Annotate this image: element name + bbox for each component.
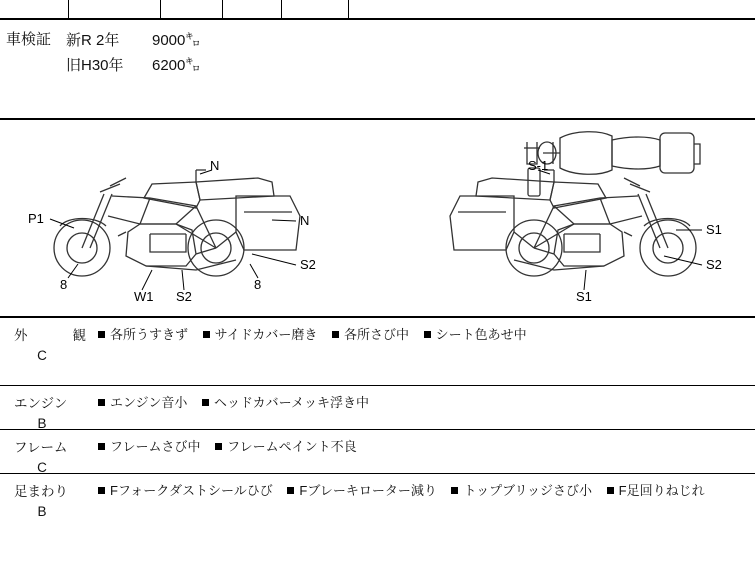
square-bullet-icon [203, 331, 210, 338]
table-divider [68, 0, 69, 20]
condition-item-text: トップブリッジさび小 [463, 483, 593, 498]
shaken-label: 車検証 [6, 31, 52, 48]
diagram-mark: S1 [706, 222, 722, 237]
condition-grade: C [37, 460, 47, 475]
condition-items-frame [98, 436, 368, 455]
square-bullet-icon [287, 487, 294, 494]
condition-item [215, 439, 356, 454]
diagram-mark: N [210, 158, 220, 173]
condition-item-text: Fブレーキローター減り [299, 483, 437, 498]
condition-item [98, 395, 187, 410]
condition-item [202, 395, 369, 410]
condition-item [451, 483, 592, 498]
condition-item-text: 各所さび中 [343, 327, 409, 342]
condition-item [203, 327, 318, 342]
condition-label-text: 外 観 [14, 328, 92, 343]
square-bullet-icon [451, 487, 458, 494]
condition-item-text: フレームペイント不良 [227, 439, 357, 454]
condition-item-text: 各所うすきず [110, 327, 189, 342]
diagram-mark: S2 [176, 289, 192, 304]
condition-item [98, 439, 200, 454]
table-divider [222, 0, 223, 20]
condition-item-text: サイドカバー磨き [214, 327, 318, 342]
table-divider [348, 0, 349, 20]
condition-row-suspension [0, 474, 755, 530]
shaken-line-1-prefix: 新R 2年 [66, 32, 120, 49]
square-bullet-icon [98, 443, 105, 450]
diagram-mark: S2 [706, 257, 722, 272]
square-bullet-icon [98, 399, 105, 406]
condition-item [287, 483, 436, 498]
condition-grade: B [37, 504, 47, 519]
condition-label-frame [14, 436, 94, 475]
square-bullet-icon [98, 331, 105, 338]
side-view-right-motorcycle [450, 170, 696, 276]
condition-row-exterior [0, 318, 755, 386]
condition-grade: B [37, 416, 47, 431]
motorcycle-diagram-area [0, 120, 755, 318]
square-bullet-icon [424, 331, 431, 338]
condition-grade: C [37, 348, 47, 363]
diagram-mark: S1 [576, 289, 592, 304]
table-divider [160, 0, 161, 20]
condition-label-engine [14, 392, 94, 431]
condition-label-text: フレーム [14, 440, 68, 455]
diagram-mark: P1 [28, 211, 44, 226]
diagram-mark: N [300, 213, 310, 228]
condition-row-engine [0, 386, 755, 430]
condition-item-text: シート色あせ中 [435, 327, 527, 342]
condition-label-suspension [14, 480, 94, 519]
condition-item [98, 327, 188, 342]
square-bullet-icon [332, 331, 339, 338]
shaken-line-2-prefix: 旧H30年 [66, 57, 124, 74]
condition-item-text: ヘッドカバーメッキ浮き中 [213, 395, 369, 410]
square-bullet-icon [215, 443, 222, 450]
shaken-line-2 [66, 53, 200, 78]
table-divider [281, 0, 282, 20]
diagram-mark: S-1 [528, 158, 549, 173]
condition-items-engine [98, 392, 380, 411]
diagram-mark: W1 [134, 289, 154, 304]
condition-item [424, 327, 527, 342]
top-table-fragment [0, 0, 755, 20]
top-view-motorcycle [524, 132, 700, 196]
condition-item-text: Fフォークダストシールひび [110, 483, 273, 498]
shaken-line-1-value: 9000㌔ [152, 32, 201, 49]
side-view-left-motorcycle [54, 170, 300, 276]
condition-item-text: F足回りねじれ [618, 483, 705, 498]
leader-lines [50, 170, 702, 290]
shaken-line-1 [66, 28, 200, 53]
condition-items-exterior [98, 324, 538, 343]
motorcycle-diagrams-svg [0, 120, 755, 316]
shaken-line-2-value: 6200㌔ [152, 57, 201, 74]
shaken-row [0, 20, 755, 120]
diagram-mark: 8 [254, 277, 262, 292]
diagram-mark: 8 [60, 277, 68, 292]
square-bullet-icon [98, 487, 105, 494]
condition-label-text: 足まわり [14, 484, 68, 499]
condition-row-frame [0, 430, 755, 474]
condition-items-suspension [98, 480, 716, 499]
square-bullet-icon [202, 399, 209, 406]
shaken-values [66, 28, 200, 78]
condition-item [98, 483, 273, 498]
condition-item [332, 327, 409, 342]
condition-item [607, 483, 705, 498]
condition-label-text: エンジン [14, 396, 68, 411]
square-bullet-icon [607, 487, 614, 494]
condition-item-text: フレームさび中 [110, 439, 201, 454]
condition-label-exterior [14, 324, 94, 363]
condition-item-text: エンジン音小 [110, 395, 188, 410]
diagram-mark: S2 [300, 257, 316, 272]
